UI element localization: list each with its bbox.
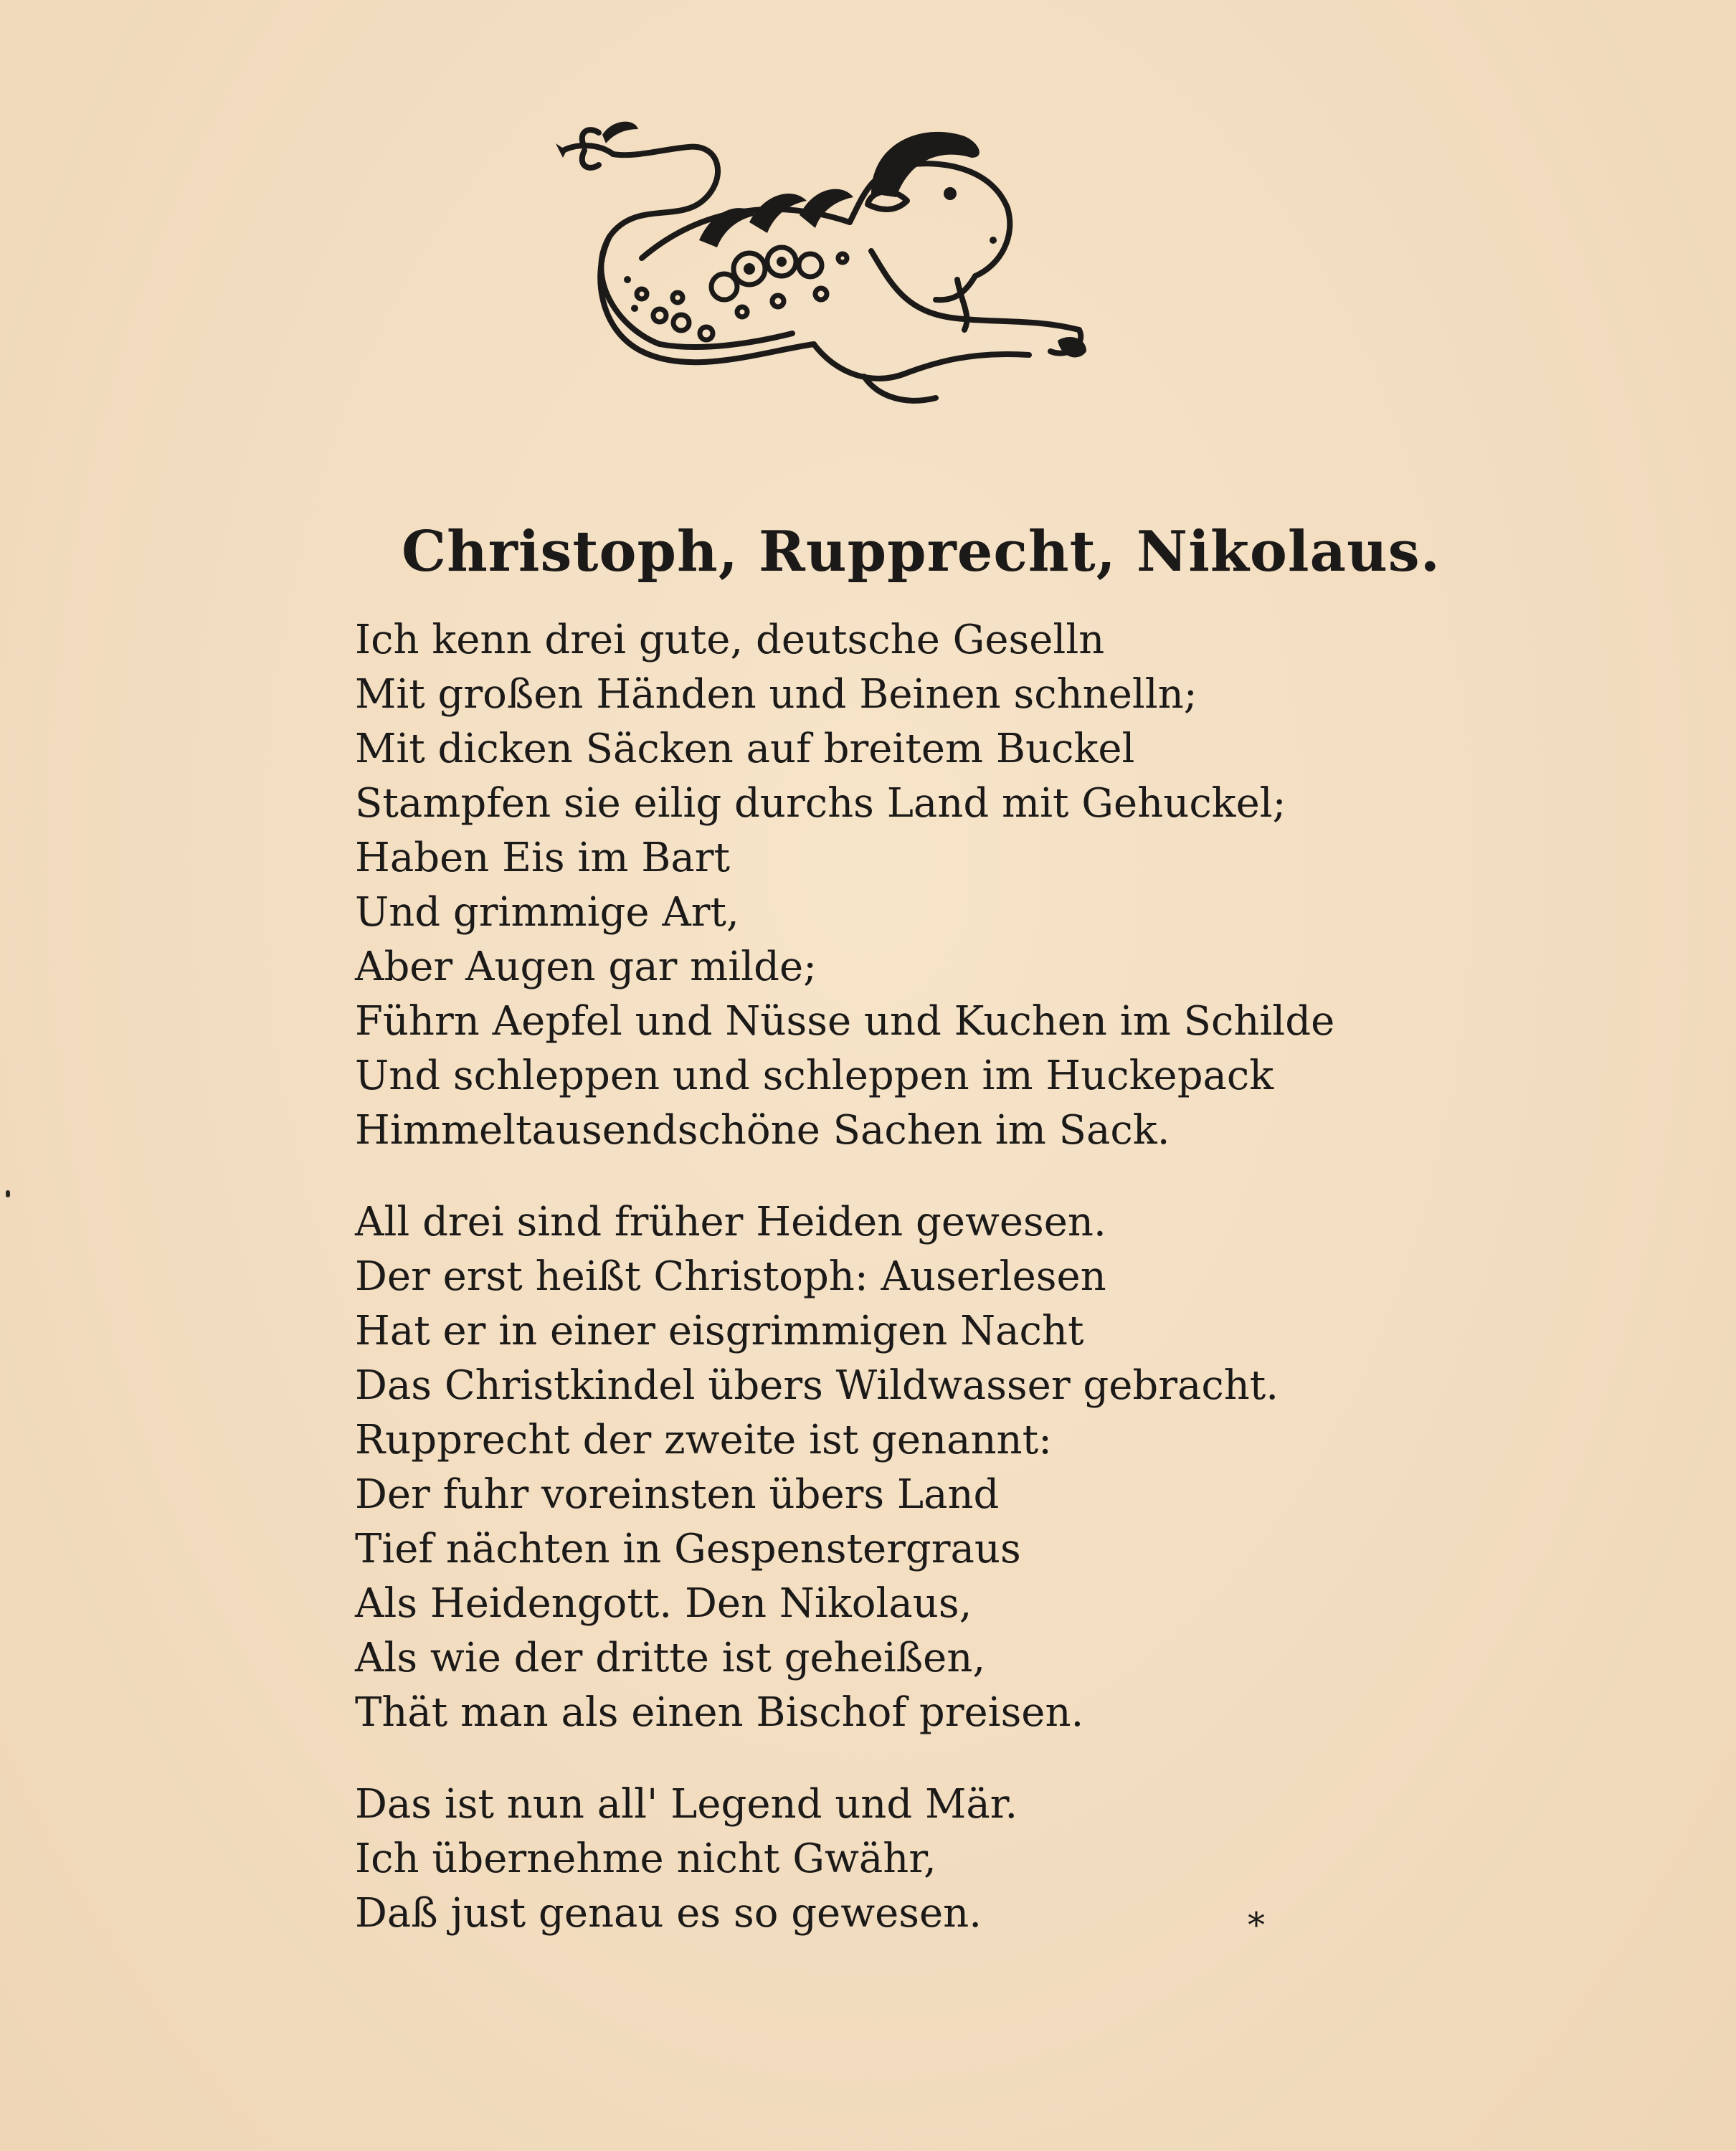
poem-line: Mit großen Händen und Beinen schnelln;: [355, 671, 1197, 718]
poem-line: Ich übernehme nicht Gwähr,: [355, 1836, 936, 1882]
poem-line: Tief nächten in Gespenstergraus: [355, 1526, 1021, 1572]
poem-line: Der erst heißt Christoph: Auserlesen: [355, 1253, 1106, 1300]
poem-line: Ich kenn drei gute, deutsche Geselln: [355, 617, 1105, 663]
poem-line: Als Heidengott. Den Nikolaus,: [355, 1580, 972, 1627]
poem-line: Mit dicken Säcken auf breitem Buckel: [355, 726, 1135, 772]
goat-dragon-vignette: [534, 115, 1094, 452]
paper-speck: [6, 1190, 10, 1197]
poem-line: All drei sind früher Heiden gewesen.: [355, 1199, 1106, 1245]
poem-line: Das Christkindel übers Wildwasser gebracht.: [355, 1362, 1279, 1409]
poem-line: Aber Augen gar milde;: [355, 944, 817, 990]
poem-line: Der fuhr voreinsten übers Land: [355, 1471, 1000, 1518]
poem-line: Haben Eis im Bart: [355, 835, 731, 881]
stanza-1: [355, 613, 1359, 1158]
stanza-2: [355, 1195, 1359, 1740]
poem-line: Stampfen sie eilig durchs Land mit Gehuckel;: [355, 780, 1286, 827]
poem-body: [355, 613, 1359, 1978]
poem-line: Rupprecht der zweite ist genannt:: [355, 1417, 1052, 1463]
poem-line: Thät man als einen Bischof preisen.: [355, 1689, 1084, 1736]
poem-line: Und schleppen und schleppen im Huckepack: [355, 1053, 1274, 1099]
poem-line: Hat er in einer eisgrimmigen Nacht: [355, 1308, 1084, 1354]
footer-mark: *: [1248, 1905, 1265, 1945]
poem-line: Führn Aepfel und Nüsse und Kuchen im Schilde: [355, 998, 1335, 1045]
poem-line: Als wie der dritte ist geheißen,: [355, 1635, 986, 1681]
stanza-3: [355, 1777, 1359, 1941]
poem-title: Christoph, Rupprecht, Nikolaus.: [402, 519, 1441, 584]
poem-line: Und grimmige Art,: [355, 889, 739, 936]
poem-line: Daß just genau es so gewesen.: [355, 1890, 982, 1937]
poem-line: Himmeltausendschöne Sachen im Sack.: [355, 1107, 1170, 1154]
poem-line: Das ist nun all' Legend und Mär.: [355, 1781, 1018, 1828]
